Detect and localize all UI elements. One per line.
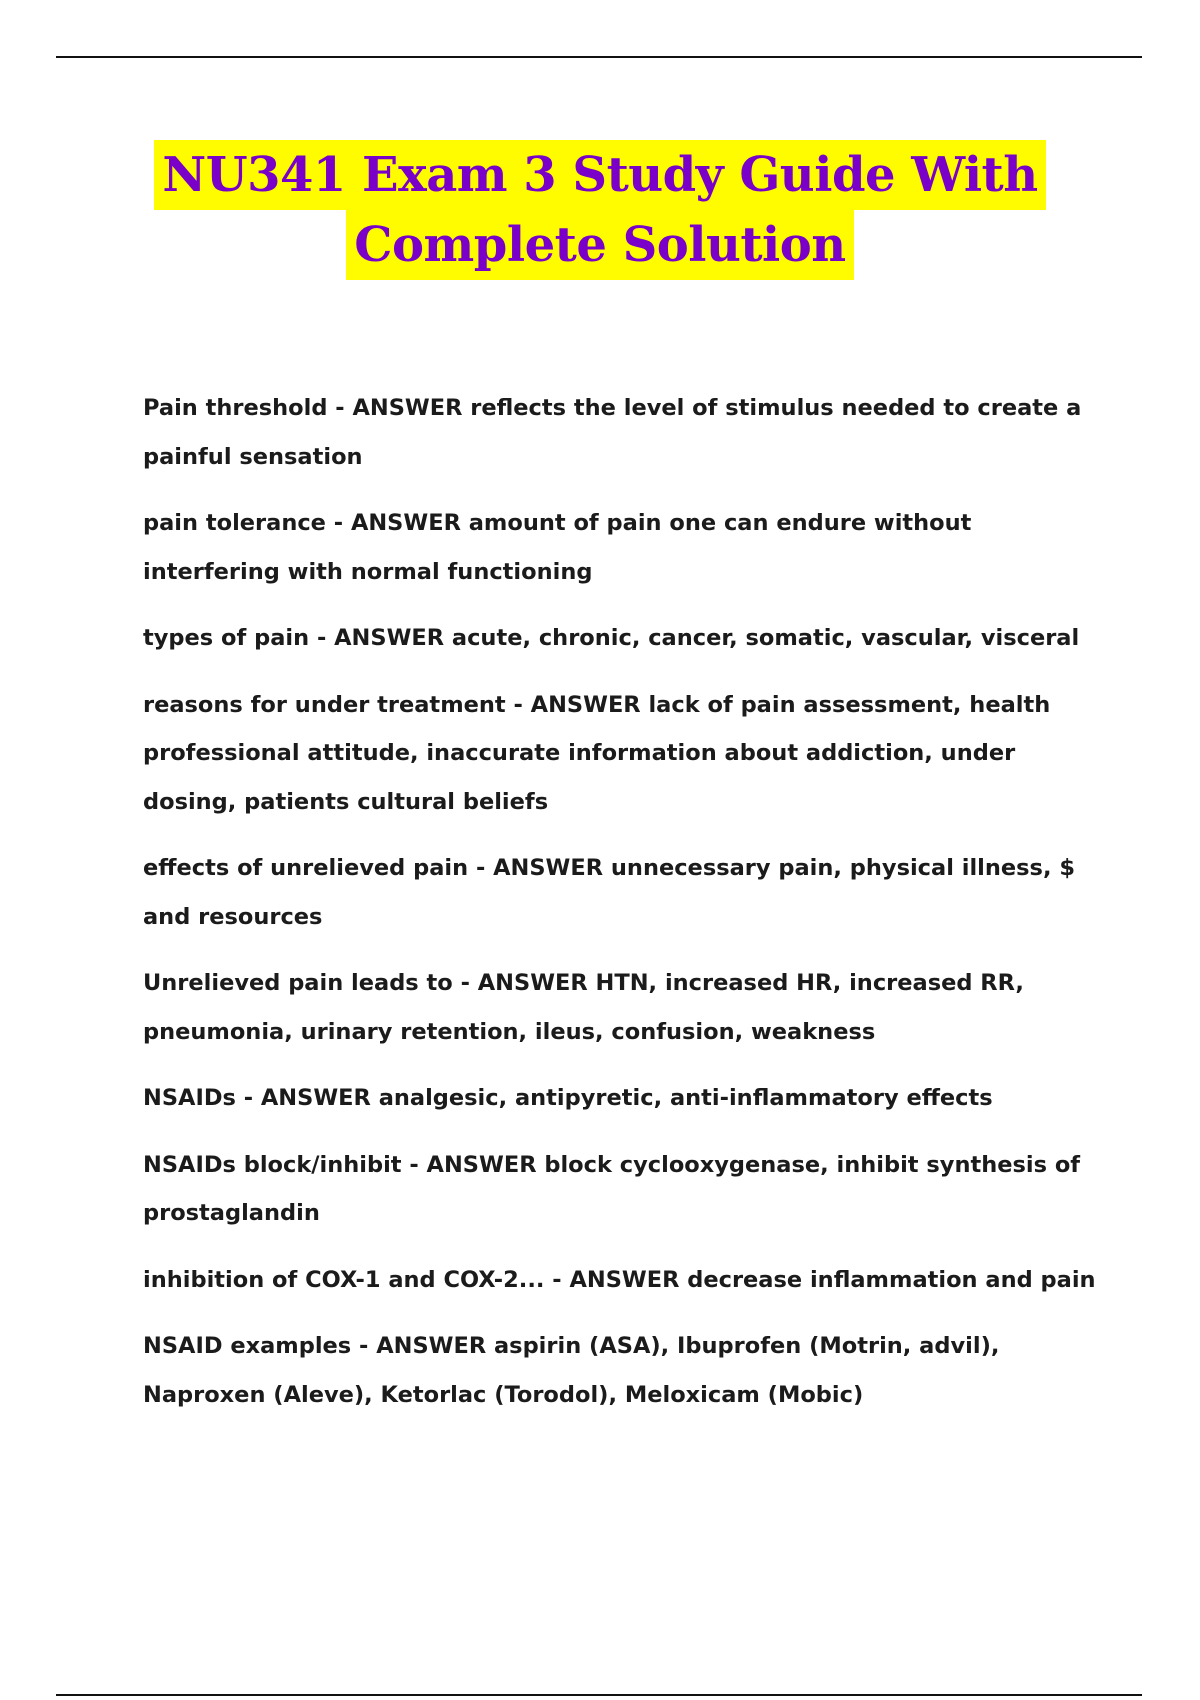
qa-item-nsaids: NSAIDs - ANSWER analgesic, antipyretic, anti-inflammatory effects bbox=[143, 1085, 993, 1111]
document-title bbox=[0, 140, 1200, 280]
qa-item-pain-tolerance: pain tolerance - ANSWER amount of pain one can endure without interfering with normal functioning bbox=[143, 510, 972, 585]
qa-item-cox-inhibition: inhibition of COX-1 and COX-2... - ANSWER decrease inflammation and pain bbox=[143, 1266, 1096, 1293]
title-line-2: Complete Solution bbox=[346, 210, 853, 280]
bottom-rule bbox=[56, 1694, 1142, 1696]
qa-item-pain-threshold: Pain threshold - ANSWER reflects the level of stimulus needed to create a painful sensation bbox=[143, 395, 1082, 470]
qa-item-reasons-under-treatment: reasons for under treatment - ANSWER lack of pain assessment, health professional attitude, inaccurate information about addiction, under dosing, patients cultural beliefs bbox=[143, 691, 1051, 815]
title-line-1: NU341 Exam 3 Study Guide With bbox=[154, 140, 1045, 210]
qa-item-types-of-pain: types of pain - ANSWER acute, chronic, cancer, somatic, vascular, visceral bbox=[143, 625, 1080, 651]
top-rule bbox=[56, 56, 1142, 58]
qa-item-effects-unrelieved-pain: effects of unrelieved pain - ANSWER unnecessary pain, physical illness, $ and resources bbox=[143, 855, 1075, 930]
qa-item-unrelieved-pain-leads-to: Unrelieved pain leads to - ANSWER HTN, increased HR, increased RR, pneumonia, urinary retention, ileus, confusion, weakness bbox=[143, 970, 1024, 1045]
qa-list bbox=[143, 384, 1103, 1437]
qa-item-nsaids-block-inhibit: NSAIDs block/inhibit - ANSWER block cyclooxygenase, inhibit synthesis of prostaglandin bbox=[143, 1151, 1081, 1226]
qa-item-nsaid-examples: NSAID examples - ANSWER aspirin (ASA), Ibuprofen (Motrin, advil), Naproxen (Aleve), Ketorlac (Torodol), Meloxicam (Mobic) bbox=[143, 1333, 1000, 1408]
